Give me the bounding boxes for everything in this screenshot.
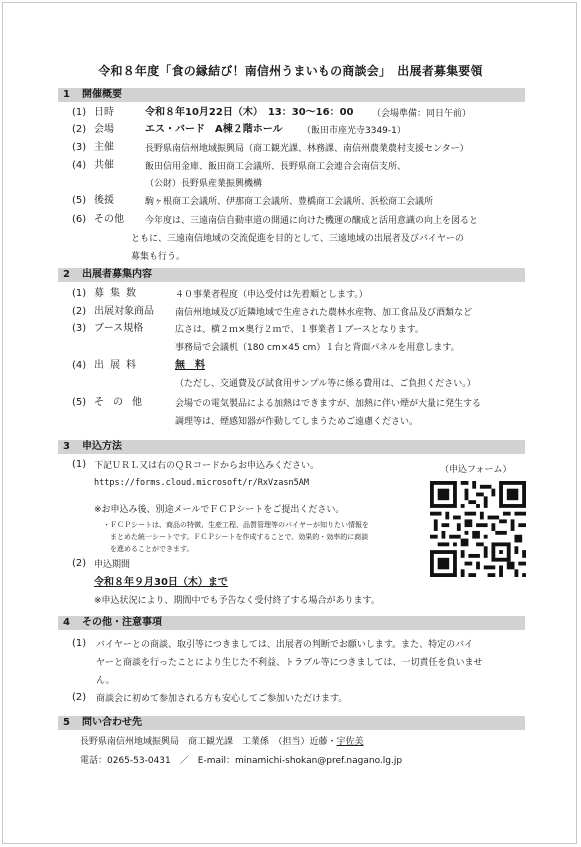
deadline-note: ※申込状況により、期間中でも予告なく受付終了する場合があります。 [94, 596, 380, 606]
event-cohost-line: 飯田信用金庫、飯田商工会議所、長野県商工会連合会南信支所、 [145, 162, 407, 172]
section-number: 4 [63, 617, 70, 628]
item-number: (4) [72, 360, 87, 371]
contact-details: 電話：0265-53-0431 ／ E-mail：minamichi-shokan@pref.nagano.lg.jp [80, 756, 403, 766]
item-number: (2) [72, 558, 87, 569]
note-line: バイヤーとの商談、取引等につきましては、出展者の判断でお願いします。また、特定のバイ [96, 640, 474, 650]
section-heading: 問い合わせ先 [82, 717, 142, 728]
section-heading: その他・注意事項 [82, 617, 162, 628]
fcp-notice: ※お申込み後、別途メールでＦＣＰシートをご提出ください。 [94, 505, 345, 515]
item-number: (5) [72, 195, 87, 206]
item-number: (3) [72, 142, 87, 153]
section-number: 2 [63, 269, 70, 280]
section-number: 1 [63, 89, 70, 100]
item-label-misc: その他 [94, 397, 151, 408]
application-instruction: 下記ＵＲＬ又は右のＱＲコードからお申込みください。 [94, 461, 320, 471]
application-deadline: 令和８年９月30日（木）まで [94, 577, 228, 588]
fcp-description-line: まとめた統一シートです。ＦＣＰシートを作成することで、効果的・効率的に商談 [110, 533, 369, 541]
item-label-other: その他 [94, 214, 124, 225]
fee-note: （ただし、交通費及び試食用サンプル等に係る費用は、ご負担ください。） [175, 379, 476, 389]
note-line: 商談会に初めて参加される方も安心してご参加いただけます。 [96, 694, 348, 704]
misc-line: 会場での電気製品による加熱はできますが、加熱に伴い煙が大量に発生する [175, 399, 482, 409]
event-other-line: 募集も行う。 [131, 252, 186, 262]
section-number: 5 [63, 717, 70, 728]
section-heading: 出展者募集内容 [82, 269, 152, 280]
note-line: ん。 [96, 676, 115, 686]
recruit-target: 南信州地域及び近隣地域で生産された農林水産物、加工食品及び酒類など [175, 308, 473, 318]
item-number: (1) [72, 107, 87, 118]
item-number: (1) [72, 459, 87, 470]
item-number: (6) [72, 214, 87, 225]
application-period-label: 申込期間 [94, 560, 131, 570]
item-number: (2) [72, 124, 87, 135]
booth-line: 事務局で会議机（180 cm×45 cm）１台と背面パネルを用意します。 [175, 343, 460, 353]
item-label-venue: 会場 [94, 124, 114, 135]
section-number: 3 [63, 441, 70, 452]
recruit-count: ４０事業者程度（申込受付は先着順とします。） [175, 290, 368, 300]
section-header-application [58, 440, 525, 454]
section-header-contact [58, 716, 525, 730]
section-heading: 申込方法 [82, 441, 122, 452]
contact-organization [80, 735, 364, 749]
item-number: (2) [72, 692, 87, 703]
section-header-recruitment [58, 268, 525, 282]
item-number: (2) [72, 306, 87, 317]
item-label-fee: 出展料 [94, 360, 142, 371]
event-venue: エス・バード A棟２階ホール [145, 124, 283, 135]
item-label-host: 主催 [94, 142, 114, 153]
item-number: (1) [72, 638, 87, 649]
fcp-description-line: を進めることができます。 [110, 545, 194, 553]
fee-value: 無 料 [175, 360, 205, 371]
note-line: ヤーと商談を行ったことにより生じた不利益、トラブル等につきましては、一切責任を負いませ [96, 658, 483, 668]
misc-line: 調理等は、煙感知器が作動してしまうためご遠慮ください。 [175, 417, 419, 427]
event-venue-address: （飯田市座光寺3349-1） [302, 126, 406, 136]
section-header-notes [58, 616, 525, 630]
item-number: (1) [72, 288, 87, 299]
fcp-description-line: ・ＦＣＰシートは、商品の特徴、生産工程、品質管理等のバイヤーが知りたい情報を [103, 521, 369, 529]
event-date: 令和８年10月22日（木） 13：30～16：00 [145, 107, 354, 118]
event-cohost-line: （公財）長野県産業振興機構 [145, 179, 263, 189]
event-support: 駒ヶ根商工会議所、伊那商工会議所、豊橋商工会議所、浜松商工会議所 [145, 197, 434, 207]
item-label-support: 後援 [94, 195, 114, 206]
document-title: 令和８年度「食の縁結び！南信州うまいもの商談会」 出展者募集要領 [98, 64, 483, 78]
event-other-line: ともに、三遠南信地域の交流促進を目的として、三遠地域の出展者及びバイヤーの [131, 234, 464, 244]
qr-code-icon[interactable] [430, 481, 526, 577]
contact-org-text: 長野県南信州地域振興局 商工観光課 工業係 （担当）近藤・ [80, 737, 337, 747]
section-heading: 開催概要 [82, 89, 122, 100]
event-other-line: 今年度は、三遠南信自動車道の開通に向けた機運の醸成と活用意識の向上を図ると [145, 216, 479, 226]
event-date-note: （会場準備：同日午前） [372, 109, 472, 119]
item-number: (4) [72, 160, 87, 171]
section-header-overview [58, 88, 525, 102]
event-host: 長野県南信州地域振興局（商工観光課、林務課、南信州農業農村支援センター） [145, 144, 469, 154]
item-label-booth: ブース規格 [94, 323, 144, 334]
form-label: （申込フォーム） [440, 465, 512, 475]
contact-person: 宇佐美 [336, 737, 364, 747]
item-number: (5) [72, 397, 87, 408]
item-label-date: 日時 [94, 107, 114, 118]
application-url-link[interactable]: https://forms.cloud.microsoft/r/RxVzasn5AM [94, 478, 309, 488]
item-label-count: 募集数 [94, 288, 142, 299]
booth-line: 広さは、横２ｍ×奥行２ｍで、１事業者１ブースとなります。 [175, 325, 424, 335]
item-number: (3) [72, 323, 87, 334]
item-label-cohost: 共催 [94, 160, 114, 171]
item-label-target: 出展対象商品 [94, 306, 154, 317]
